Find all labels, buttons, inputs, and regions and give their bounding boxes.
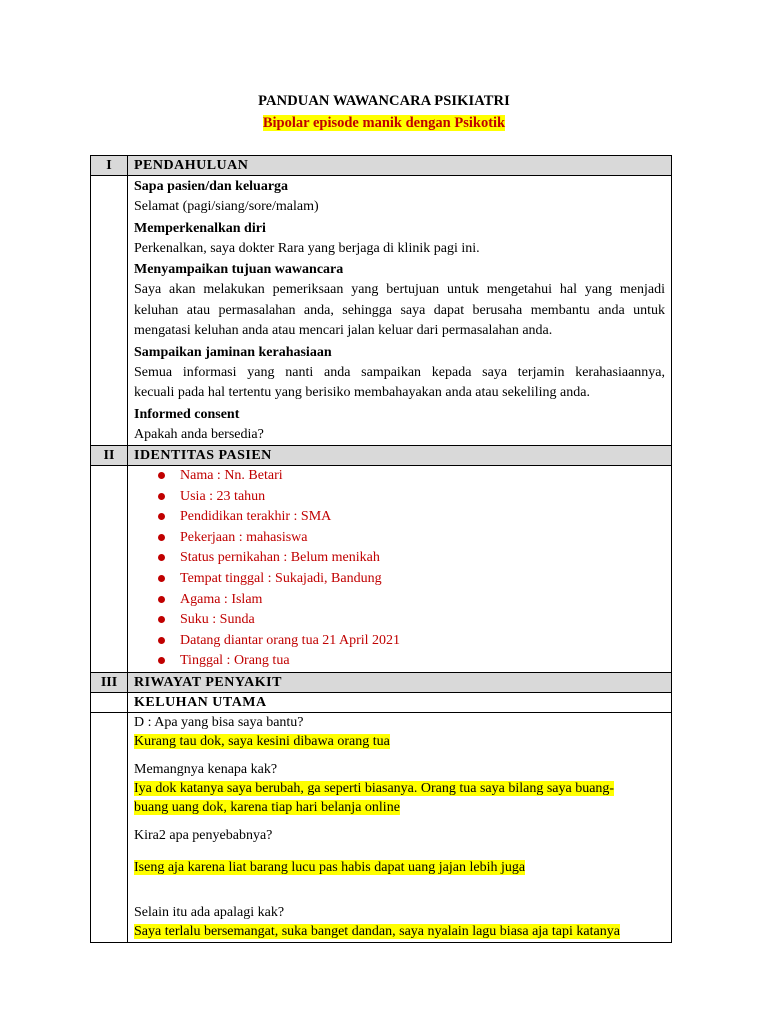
body-text: Apakah anda bersedia?: [134, 426, 264, 442]
subheading: Sampaikan jaminan kerahasiaan: [134, 344, 332, 360]
document-title: PANDUAN WAWANCARA PSIKIATRI: [258, 93, 510, 109]
body-text: Selamat (pagi/siang/sore/malam): [134, 199, 319, 214]
patient-answer-line: [134, 732, 665, 751]
subheading: Memperkenalkan diri: [134, 220, 266, 236]
bullet-icon: [158, 513, 165, 520]
section-body-row: [91, 466, 672, 673]
bullet-icon: [158, 637, 165, 644]
patient-answer: buang uang dok, karena tiap hari belanja online: [134, 799, 400, 815]
list-item: [158, 487, 665, 508]
body-text-line: Semua informasi yang nanti anda sampaikan kepada saya terjamin kerahasiaannya,: [134, 364, 665, 380]
dialog-body: [128, 712, 672, 942]
section-header-row: [91, 672, 672, 692]
section-number: I: [91, 156, 128, 176]
document-subtitle-wrap: [0, 114, 768, 132]
patient-answer-line: [134, 858, 665, 877]
list-item: [158, 507, 665, 528]
doctor-question: Kira2 apa penyebabnya?: [134, 827, 273, 843]
list-item-text: Usia : 23 tahun: [180, 488, 266, 504]
section-header-row: [91, 156, 672, 176]
section-heading: IDENTITAS PASIEN: [128, 446, 672, 466]
section-number: II: [91, 446, 128, 466]
spacer: [134, 845, 665, 858]
doctor-question: Memangnya kenapa kak?: [134, 761, 278, 777]
list-item: [158, 651, 665, 672]
section-heading: PENDAHULUAN: [128, 156, 672, 176]
section-body-row: [91, 176, 672, 446]
patient-answer: Iseng aja karena liat barang lucu pas habis dapat uang jajan lebih juga: [134, 859, 526, 875]
patient-answer-line: [134, 922, 665, 941]
patient-answer: Iya dok katanya saya berubah, ga seperti biasanya. Orang tua saya bilang saya buang-: [134, 780, 615, 796]
body-text-line: mengatasi keluhan anda atau mencari jalan keluar dari permasalahan anda.: [134, 323, 553, 338]
list-item: [158, 631, 665, 652]
list-item: [158, 466, 665, 487]
list-item-text: Agama : Islam: [180, 591, 263, 607]
bullet-icon: [158, 616, 165, 623]
section-number-empty-cell: [91, 712, 128, 942]
bullet-icon: [158, 575, 165, 582]
spacer: [134, 877, 665, 903]
section-body: [128, 176, 672, 446]
spacer: [134, 751, 665, 760]
patient-answer: Saya terlalu bersemangat, suka banget dandan, saya nyalain lagu biasa aja tapi katanya: [134, 923, 620, 939]
patient-answer-line: [134, 798, 665, 817]
spacer: [134, 817, 665, 826]
section-number-empty-cell: [91, 692, 128, 712]
bullet-icon: [158, 596, 165, 603]
doctor-question: Selain itu ada apalagi kak?: [134, 904, 285, 920]
document-subtitle: Bipolar episode manik dengan Psikotik: [262, 115, 506, 131]
section-number-empty-cell: [91, 466, 128, 673]
body-text-line: kecuali pada hal tertentu yang berisiko membahayakan anda atau sekeliling anda.: [134, 385, 590, 400]
list-item: [158, 569, 665, 590]
subheading: Informed consent: [134, 406, 240, 422]
list-item: [158, 610, 665, 631]
list-item-text: Suku : Sunda: [180, 612, 255, 628]
section-heading: RIWAYAT PENYAKIT: [128, 672, 672, 692]
body-text-line: Saya akan melakukan pemeriksaan yang bertujuan untuk mengetahui hal yang menjadi: [134, 282, 665, 297]
list-item-text: Pekerjaan : mahasiswa: [180, 529, 308, 545]
interview-guide-table: [90, 155, 672, 943]
subheading: Menyampaikan tujuan wawancara: [134, 262, 344, 277]
bullet-icon: [158, 493, 165, 500]
list-item: [158, 590, 665, 611]
section-body: [128, 466, 672, 673]
list-item-text: Tinggal : Orang tua: [180, 653, 290, 669]
patient-answer: Kurang tau dok, saya kesini dibawa orang tua: [134, 733, 390, 749]
subheading: Sapa pasien/dan keluarga: [134, 179, 289, 194]
doctor-question: D : Apa yang bisa saya bantu?: [134, 714, 304, 730]
section-number: III: [91, 672, 128, 692]
list-item: [158, 528, 665, 549]
list-item-text: Tempat tinggal : Sukajadi, Bandung: [180, 570, 382, 586]
section-header-row: [91, 446, 672, 466]
patient-identity-list: [134, 466, 665, 672]
list-item: [158, 548, 665, 569]
list-item-text: Nama : Nn. Betari: [180, 468, 283, 483]
list-item-text: Datang diantar orang tua 21 April 2021: [180, 632, 401, 648]
bullet-icon: [158, 534, 165, 541]
bullet-icon: [158, 554, 165, 561]
section-body-row: [91, 712, 672, 942]
list-item-text: Pendidikan terakhir : SMA: [180, 509, 332, 525]
body-text: Perkenalkan, saya dokter Rara yang berjaga di klinik pagi ini.: [134, 240, 480, 256]
section-number-empty-cell: [91, 176, 128, 446]
body-text-line: keluhan atau permasalahan anda, sehingga saya dapat berusaha membantu anda untuk: [134, 302, 665, 318]
bullet-icon: [158, 472, 165, 479]
patient-answer-line: [134, 779, 665, 798]
list-item-text: Status pernikahan : Belum menikah: [180, 550, 380, 566]
subsection-header-row: [91, 692, 672, 712]
bullet-icon: [158, 657, 165, 664]
subsection-heading: KELUHAN UTAMA: [128, 692, 672, 712]
